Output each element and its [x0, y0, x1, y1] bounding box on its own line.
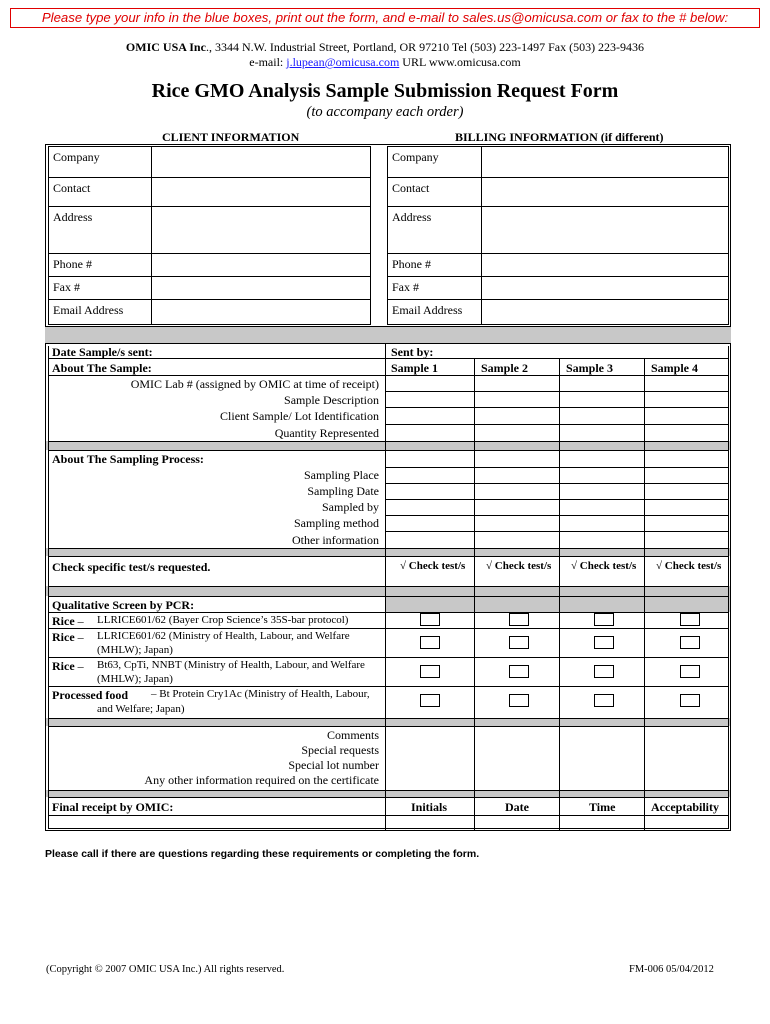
other-cert-info-label: Any other information required on the certificate: [144, 773, 379, 787]
billing-contact-label: Contact: [392, 181, 430, 195]
checkbox-test2-sample2[interactable]: [509, 636, 529, 649]
sample-description-label: Sample Description: [284, 393, 379, 407]
client-email-input[interactable]: [151, 299, 371, 325]
about-sample-label: About The Sample:: [52, 361, 152, 375]
row-line: [385, 515, 729, 516]
client-address-label: Address: [53, 210, 93, 224]
initials-header: Initials: [411, 800, 448, 814]
billing-phone-input[interactable]: [481, 253, 729, 277]
comments-label: Comments: [326, 728, 379, 742]
contact-line: [0, 55, 770, 70]
billing-fax-label-cell: [387, 276, 482, 300]
billing-email-label: Email Address: [392, 303, 463, 317]
date-sent-label: Date Sample/s sent:: [52, 345, 153, 359]
client-fax-label: Fax #: [53, 280, 80, 294]
checkbox-test3-sample4[interactable]: [680, 665, 700, 678]
row-line: [385, 531, 729, 532]
checkbox-test2-sample3[interactable]: [594, 636, 614, 649]
billing-contact-label-cell: [387, 177, 482, 207]
billing-phone-label-cell: [387, 253, 482, 277]
client-company-input[interactable]: [151, 146, 371, 178]
checkbox-test1-sample2[interactable]: [509, 613, 529, 626]
row-line: [48, 548, 729, 549]
date-header: Date: [505, 800, 529, 814]
billing-company-label: Company: [392, 150, 439, 164]
billing-company-label-cell: [387, 146, 482, 178]
row-line: [48, 628, 729, 629]
client-company-label: Company: [53, 150, 100, 164]
client-phone-input[interactable]: [151, 253, 371, 277]
col-line-4: [644, 359, 645, 831]
inner-line-right: [728, 346, 729, 828]
client-fax-input[interactable]: [151, 276, 371, 300]
client-info-heading: CLIENT INFORMATION: [162, 130, 300, 144]
gray-row-5: [46, 790, 730, 797]
test-2-text-2: (MHLW); Japan): [97, 644, 173, 656]
billing-address-label: Address: [392, 210, 432, 224]
billing-fax-input[interactable]: [481, 276, 729, 300]
row-line: [385, 483, 729, 484]
gray-row-2: [46, 548, 730, 556]
row-line: [48, 790, 729, 791]
company-name: OMIC USA Inc: [125, 40, 206, 54]
test-3-text: Bt63, CpTi, NNBT (Ministry of Health, Labour, and Welfare: [97, 659, 365, 671]
row-line: [48, 797, 729, 798]
row-line: [48, 657, 729, 658]
client-address-label-cell: [48, 206, 152, 254]
checkbox-test1-sample4[interactable]: [680, 613, 700, 626]
test-4-text: – Bt Protein Cry1Ac (Ministry of Health, Labour,: [151, 688, 370, 700]
row-line: [48, 718, 729, 719]
billing-address-input[interactable]: [481, 206, 729, 254]
billing-email-label-cell: [387, 299, 482, 325]
email-label: e-mail:: [249, 55, 287, 69]
test-4-prefix: Processed food: [52, 688, 129, 702]
sampling-method-label: Sampling method: [294, 516, 379, 530]
client-phone-label: Phone #: [53, 257, 92, 271]
sample-1-header: Sample 1: [391, 361, 439, 375]
col-line-2: [474, 359, 475, 831]
gray-row-3: [46, 586, 730, 596]
checkbox-test2-sample1[interactable]: [420, 636, 440, 649]
form-subtitle: (to accompany each order): [306, 104, 464, 120]
checkbox-test3-sample2[interactable]: [509, 665, 529, 678]
row-line: [385, 391, 729, 392]
check-label-2: √ Check test/s: [486, 560, 552, 572]
email-link[interactable]: j.lupean@omicusa.com: [286, 55, 400, 69]
billing-company-input[interactable]: [481, 146, 729, 178]
row-line: [385, 424, 729, 425]
sampled-by-label: Sampled by: [322, 500, 379, 514]
checkbox-test1-sample3[interactable]: [594, 613, 614, 626]
qualitative-heading: Qualitative Screen by PCR:: [52, 598, 195, 612]
instruction-banner: Please type your info in the blue boxes, print out the form, and e-mail to sales.us@omicusa.com or fax to the # below:: [10, 8, 760, 28]
test-3-text-2: (MHLW); Japan): [97, 673, 173, 685]
special-requests-label: Special requests: [301, 743, 379, 757]
billing-contact-input[interactable]: [481, 177, 729, 207]
sent-by-label: Sent by:: [391, 345, 434, 359]
gray-row-4: [46, 718, 730, 726]
billing-info-heading: BILLING INFORMATION (if different): [455, 130, 664, 144]
client-email-label-cell: [48, 299, 152, 325]
acceptability-header: Acceptability: [651, 800, 719, 814]
client-phone-label-cell: [48, 253, 152, 277]
client-contact-label-cell: [48, 177, 152, 207]
checkbox-test4-sample3[interactable]: [594, 694, 614, 707]
row-line: [48, 450, 729, 451]
check-tests-heading: Check specific test/s requested.: [52, 560, 211, 574]
quantity-label: Quantity Represented: [274, 426, 379, 440]
row-line: [48, 586, 729, 587]
sampling-date-label: Sampling Date: [307, 484, 379, 498]
test-4-text-2: and Welfare; Japan): [97, 703, 185, 715]
test-2-prefix: Rice –: [52, 630, 84, 644]
checkbox-test3-sample3[interactable]: [594, 665, 614, 678]
copyright: (Copyright © 2007 OMIC USA Inc.) All rights reserved.: [46, 964, 285, 975]
test-3-prefix: Rice –: [52, 659, 84, 673]
col-line-3: [559, 359, 560, 831]
client-fax-label-cell: [48, 276, 152, 300]
help-note: Please call if there are questions regarding these requirements or completing the form.: [45, 848, 480, 860]
checkbox-test4-sample4[interactable]: [680, 694, 700, 707]
test-2-text: LLRICE601/62 (Ministry of Health, Labour, and Welfare: [97, 630, 350, 642]
billing-fax-label: Fax #: [392, 280, 419, 294]
row-line: [48, 556, 729, 557]
sampling-place-label: Sampling Place: [304, 468, 379, 482]
row-line: [48, 686, 729, 687]
client-info-box: [48, 146, 371, 325]
sample-3-header: Sample 3: [566, 361, 614, 375]
row-line: [48, 441, 729, 442]
about-sampling-label: About The Sampling Process:: [52, 452, 204, 466]
client-contact-label: Contact: [53, 181, 91, 195]
row-line: [48, 596, 729, 597]
other-info-label: Other information: [292, 533, 379, 547]
client-sample-id-label: Client Sample/ Lot Identification: [220, 409, 379, 423]
time-header: Time: [589, 800, 616, 814]
company-address-line: [0, 40, 770, 55]
test-1-prefix: Rice –: [52, 614, 84, 628]
gray-pcr-header: [385, 596, 730, 612]
billing-info-box: [387, 146, 729, 325]
check-label-1: √ Check test/s: [400, 560, 466, 572]
test-1-text: LLRICE601/62 (Bayer Crop Science’s 35S-bar protocol): [97, 614, 349, 626]
company-address: ., 3344 N.W. Industrial Street, Portland, OR 97210 Tel (503) 223-1497 Fax (503) 223-9436: [205, 40, 645, 54]
separator-bar: [45, 327, 731, 343]
gray-row-1: [46, 441, 730, 450]
billing-phone-label: Phone #: [392, 257, 431, 271]
client-company-label-cell: [48, 146, 152, 178]
row-line: [385, 499, 729, 500]
client-contact-input[interactable]: [151, 177, 371, 207]
sample-4-header: Sample 4: [651, 361, 699, 375]
client-email-label: Email Address: [53, 303, 124, 317]
checkbox-test4-sample1[interactable]: [420, 694, 440, 707]
form-title: Rice GMO Analysis Sample Submission Request Form: [151, 80, 619, 102]
final-receipt-label: Final receipt by OMIC:: [52, 800, 174, 814]
inner-line-left: [48, 346, 49, 828]
check-label-4: √ Check test/s: [656, 560, 722, 572]
form-id: FM-006 05/04/2012: [629, 964, 714, 975]
billing-email-input[interactable]: [481, 299, 729, 325]
row-line: [48, 726, 729, 727]
special-lot-label: Special lot number: [288, 758, 379, 772]
row-line: [385, 467, 729, 468]
checkbox-test1-sample1[interactable]: [420, 613, 440, 626]
billing-address-label-cell: [387, 206, 482, 254]
check-label-3: √ Check test/s: [571, 560, 637, 572]
website-url: URL www.omicusa.com: [399, 55, 521, 69]
client-address-input[interactable]: [151, 206, 371, 254]
omic-lab-label: OMIC Lab # (assigned by OMIC at time of receipt): [130, 377, 379, 391]
col-line-1: [385, 343, 386, 831]
row-line: [385, 407, 729, 408]
row-line: [48, 815, 729, 816]
checkbox-test3-sample1[interactable]: [420, 665, 440, 678]
sample-2-header: Sample 2: [481, 361, 529, 375]
checkbox-test4-sample2[interactable]: [509, 694, 529, 707]
checkbox-test2-sample4[interactable]: [680, 636, 700, 649]
row-line: [48, 828, 729, 829]
